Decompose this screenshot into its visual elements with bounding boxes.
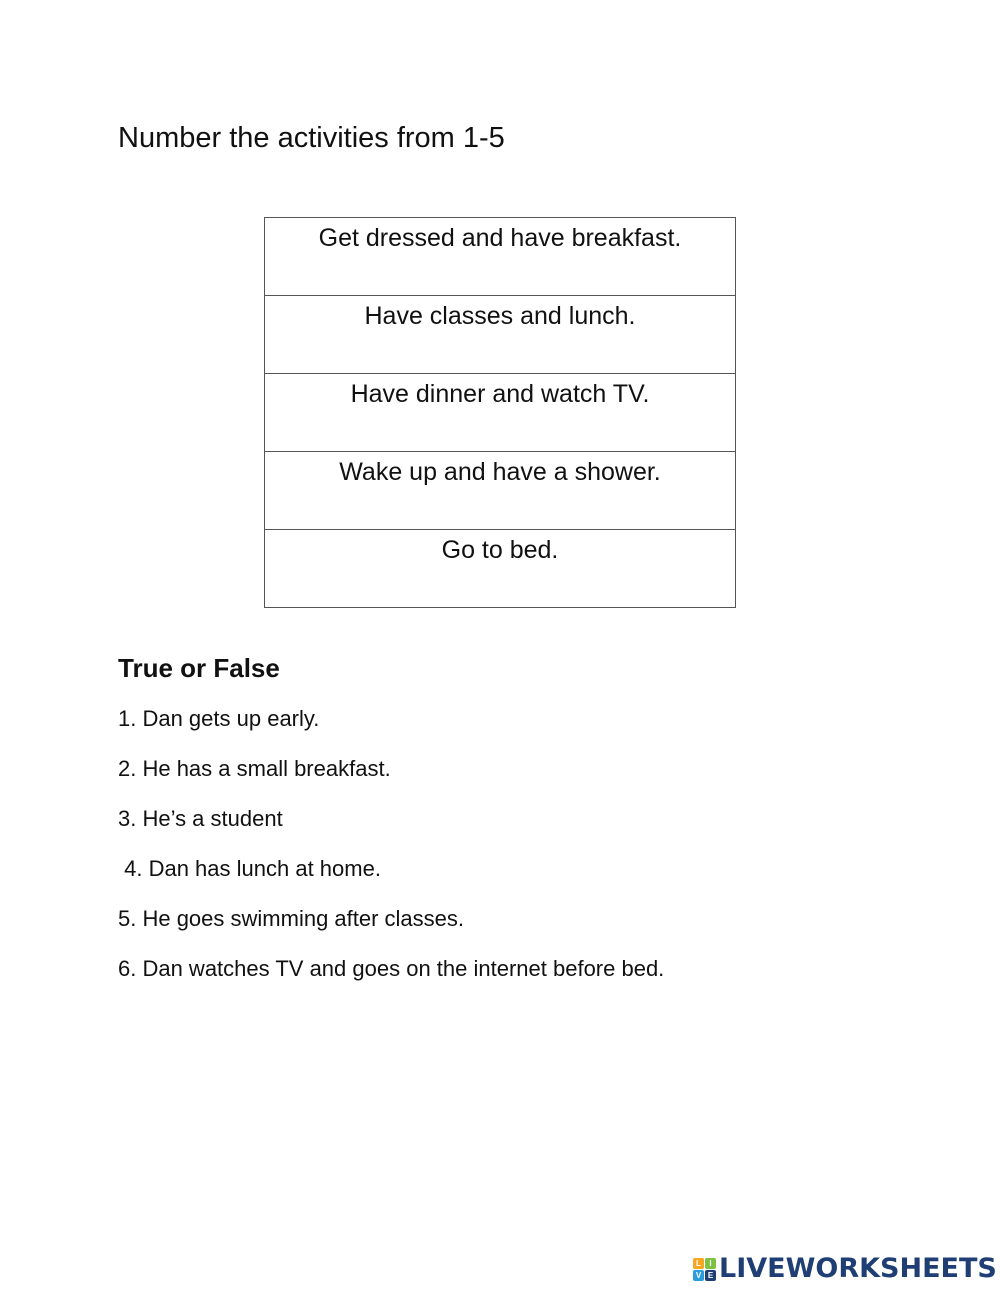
list-item: 4. Dan has lunch at home. — [118, 856, 381, 881]
activity-label: Wake up and have a shower. — [339, 458, 661, 486]
activity-label: Go to bed. — [441, 536, 559, 564]
list-item: 6. Dan watches TV and goes on the internet before bed. — [118, 956, 665, 981]
table-row — [265, 530, 736, 608]
page-title: Number the activities from 1-5 — [118, 122, 505, 154]
activity-label: Get dressed and have breakfast. — [318, 224, 682, 252]
activity-label: Have dinner and watch TV. — [350, 380, 650, 408]
list-item: 3. He’s a student — [118, 806, 283, 831]
activity-cell[interactable] — [265, 374, 736, 452]
logo-mark-cell: L — [693, 1258, 704, 1269]
logo-mark-cell: E — [705, 1270, 716, 1281]
activity-cell[interactable] — [265, 218, 736, 296]
activity-cell[interactable] — [265, 452, 736, 530]
table-row — [265, 452, 736, 530]
activity-cell[interactable] — [265, 296, 736, 374]
activity-cell[interactable] — [265, 530, 736, 608]
list-item: 2. He has a small breakfast. — [118, 756, 391, 781]
table-row — [265, 296, 736, 374]
true-false-list — [118, 703, 664, 1003]
logo-mark-cell: I — [705, 1258, 716, 1269]
liveworksheets-logo — [693, 1252, 997, 1286]
table-row — [265, 218, 736, 296]
activity-table — [264, 217, 736, 608]
logo-text: LIVEWORKSHEETS — [719, 1253, 997, 1284]
logo-mark-cell: V — [693, 1270, 704, 1281]
liveworksheets-logo-icon — [693, 1258, 716, 1281]
table-row — [265, 374, 736, 452]
true-false-heading: True or False — [118, 653, 280, 683]
activity-label: Have classes and lunch. — [364, 302, 636, 330]
list-item: 1. Dan gets up early. — [118, 706, 320, 731]
list-item: 5. He goes swimming after classes. — [118, 906, 465, 931]
